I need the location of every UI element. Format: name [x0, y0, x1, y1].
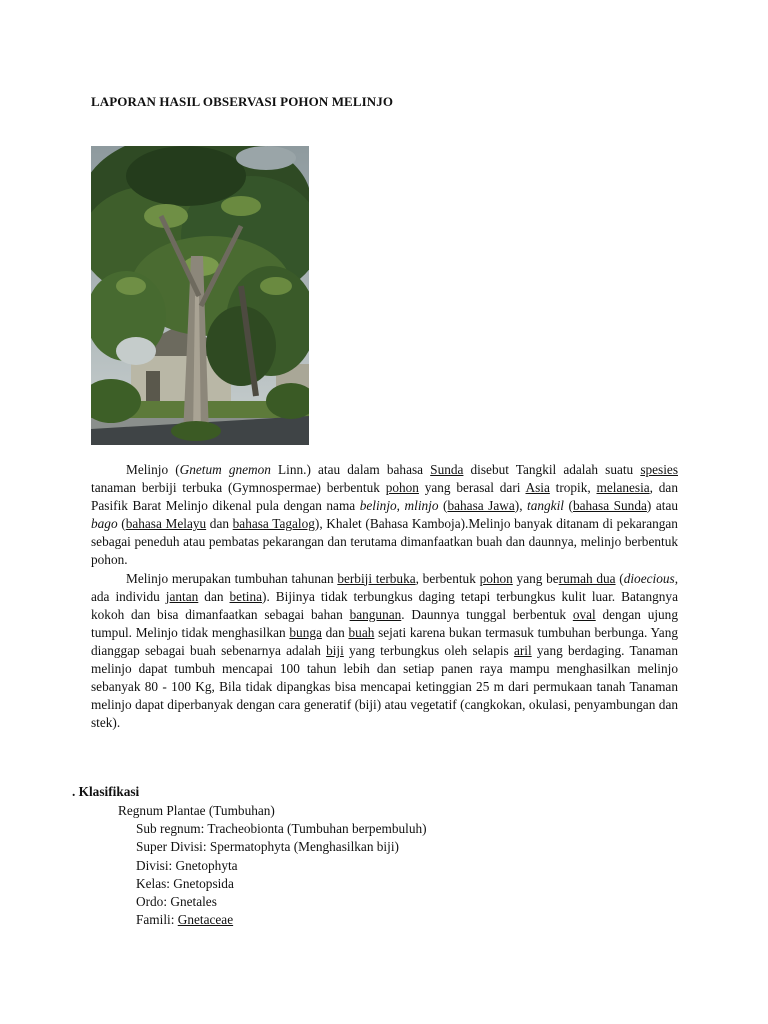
klasifikasi-kelas: Kelas: Gnetopsida	[136, 875, 234, 891]
link-bahasa-jawa[interactable]: bahasa Jawa	[447, 498, 515, 514]
link-bangunan[interactable]: bangunan	[349, 606, 402, 622]
link-gnetaceae[interactable]: Gnetaceae	[177, 912, 234, 928]
klasifikasi-regnum: Regnum Plantae (Tumbuhan)	[118, 803, 275, 818]
link-betina[interactable]: betina	[229, 588, 263, 604]
link-rumah-dua[interactable]: rumah dua	[558, 570, 616, 586]
link-biji[interactable]: biji	[326, 642, 344, 658]
link-bahasa-melayu[interactable]: bahasa Melayu	[125, 516, 207, 532]
paragraph-intro: Melinjo (Gnetum gnemon Linn.) atau dalam bahasa Sunda disebut Tangkil adalah suatu spesies tanaman berbiji terbuka (Gymnospermae) berbentuk pohon yang berasal dari Asia tropik, melanesia, dan Pasifik Barat Melinjo dikenal pula dengan nama belinjo, mlinjo (bahasa Jawa), tangkil (bahasa Sunda) atau bago (bahasa Melayu dan bahasa Tagalog), Khalet (Bahasa Kamboja).Melinjo banyak ditanam di pekarangan sebagai peneduh atau pembatas pekarangan dan terutama dimanfaatkan buah dan daunnya, melinjo berbentuk pohon.	[91, 462, 678, 568]
klasifikasi-heading: . Klasifikasi	[72, 784, 140, 799]
link-bunga[interactable]: bunga	[289, 624, 322, 640]
link-oval[interactable]: oval	[572, 606, 596, 622]
link-pohon-2[interactable]: pohon	[479, 570, 513, 586]
klasifikasi-famili: Famili: Gnetaceae	[136, 912, 234, 928]
link-buah[interactable]: buah	[348, 624, 375, 640]
melinjo-tree-photo	[91, 146, 309, 445]
link-bahasa-tagalog[interactable]: bahasa Tagalog	[232, 516, 315, 532]
link-pohon[interactable]: pohon	[385, 480, 419, 496]
klasifikasi-sub-regnum: Sub regnum: Tracheobionta (Tumbuhan berpembuluh)	[136, 821, 427, 837]
link-bahasa-sunda[interactable]: bahasa Sunda	[572, 498, 647, 514]
link-sunda[interactable]: Sunda	[430, 462, 464, 477]
klasifikasi-ordo: Ordo: Gnetales	[136, 894, 217, 910]
link-aril[interactable]: aril	[513, 642, 532, 658]
link-spesies[interactable]: spesies	[640, 462, 678, 477]
klasifikasi-list	[0, 802, 427, 929]
klasifikasi-super-divisi: Super Divisi: Spermatophyta (Menghasilkan biji)	[136, 839, 399, 855]
scientific-name: Gnetum gnemon	[179, 462, 271, 477]
body-text	[91, 461, 678, 732]
link-melanesia[interactable]: melanesia	[596, 480, 650, 496]
link-asia[interactable]: Asia	[525, 480, 550, 496]
link-jantan[interactable]: jantan	[165, 588, 199, 604]
paragraph-description: Melinjo merupakan tumbuhan tahunan berbiji terbuka, berbentuk pohon yang berumah dua (dioecious, ada individu jantan dan betina). Bijinya tidak terbungkus daging tetapi terbungkus kulit luar. Batangnya kokoh dan bisa dimanfaatkan sebagai bahan bangunan. Daunnya tunggal berbentuk oval dengan ujung tumpul. Melinjo tidak menghasilkan bunga dan buah sejati karena bukan termasuk tumbuhan berbunga. Yang dianggap sebagai buah sebenarnya adalah biji yang terbungkus oleh selapis aril yang berdaging. Tanaman melinjo dapat tumbuh mencapai 100 tahun lebih dan setiap panen raya mampu menghasilkan melinjo sebanyak 80 - 100 Kg, Bila tidak dipangkas bisa mencapai ketinggian 25 m dari permukaan tanah Tanaman melinjo dapat diperbanyak dengan cara generatif (biji) atau vegetatif (cangkokan, okulasi, penyambungan dan stek).	[91, 570, 679, 731]
link-berbiji-terbuka[interactable]: berbiji terbuka	[337, 570, 416, 586]
document-title: LAPORAN HASIL OBSERVASI POHON MELINJO	[91, 94, 394, 109]
klasifikasi-divisi: Divisi: Gnetophyta	[136, 857, 238, 873]
